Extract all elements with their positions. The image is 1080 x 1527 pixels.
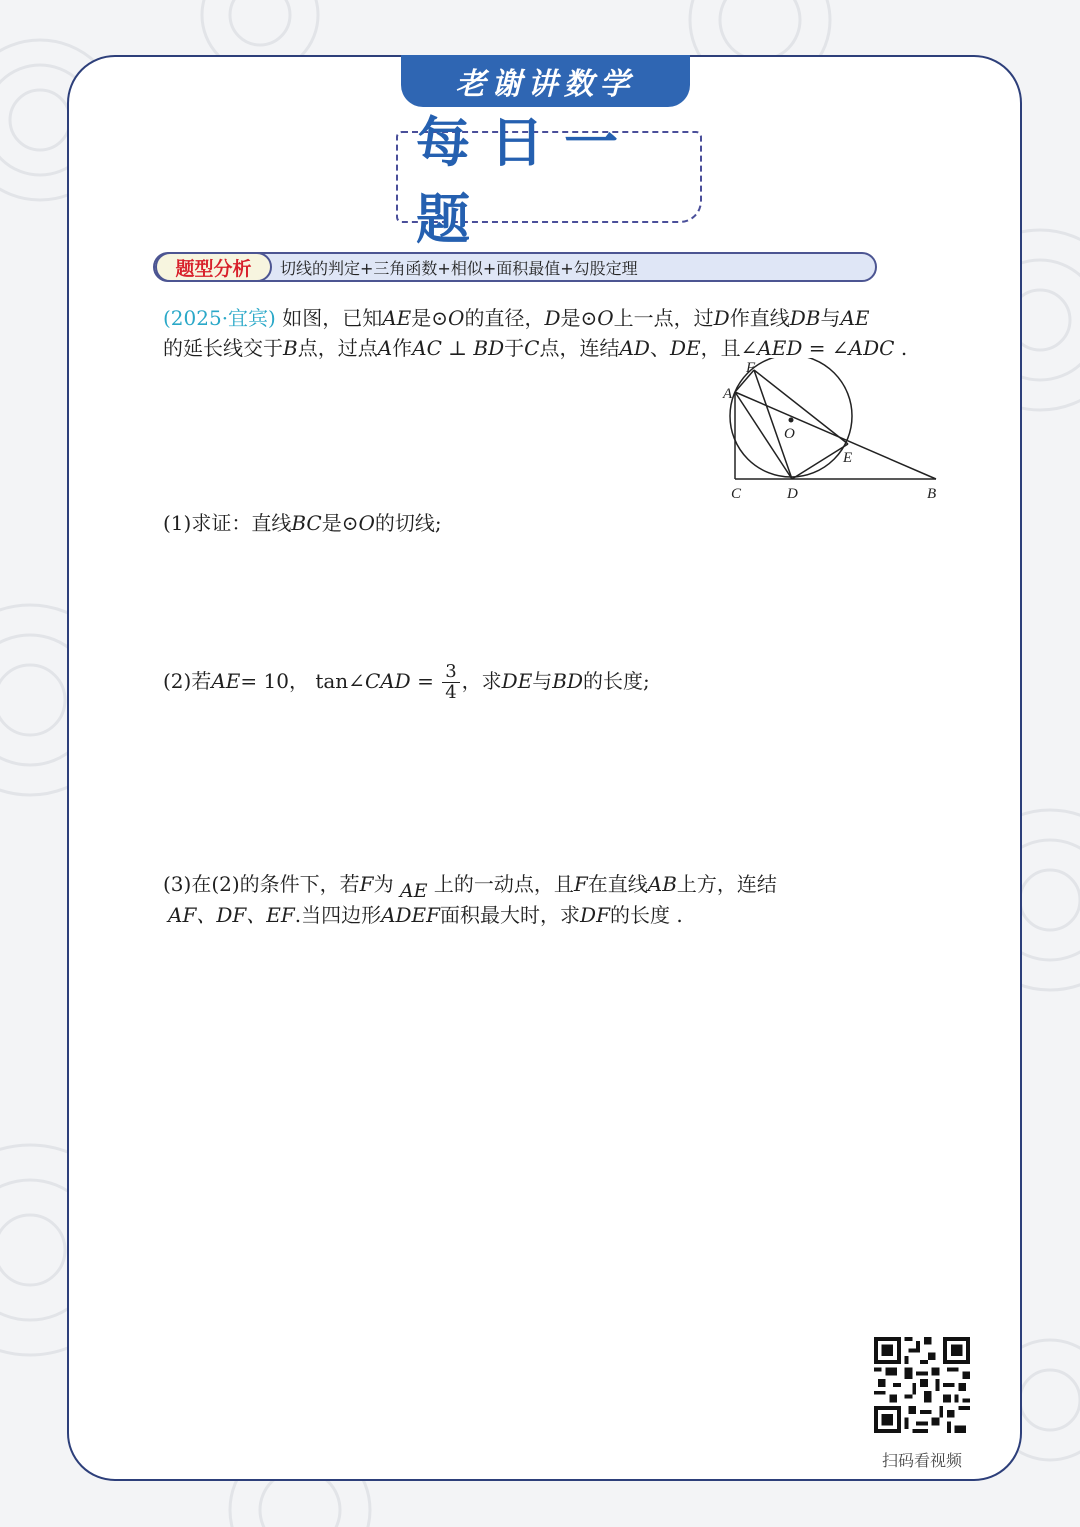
math-var: C [524,336,540,360]
math-var: A [377,336,393,360]
stem-text: 于 [504,336,525,360]
q-text: 的长度; [583,669,650,693]
stem-text: 点，过点 [297,336,378,360]
stem-text: 如图，已知 [282,306,383,330]
math-var: CAD [364,669,411,693]
brand-title: 老谢讲数学 [401,55,690,107]
stem-text: 、 [649,336,670,360]
q-text: 在直线 [587,872,648,896]
stem-text: 是⊙ [411,306,449,330]
q-text: ，求 [461,669,502,693]
math-var: DF [580,903,610,927]
math-expr: AC ⊥ BD [412,336,505,360]
math-var: AE [840,306,870,330]
label-a: A [723,386,733,402]
fraction-numerator: 3 [442,662,459,683]
math-var: O [448,306,465,330]
stem-text: . [894,336,908,360]
q-text: 面积最大时，求 [440,903,581,927]
type-analysis-tag: 题型分析 [155,252,272,282]
math-var: AE [382,306,412,330]
math-var: F [573,872,588,896]
fraction-denominator: 4 [445,682,457,703]
stem-text: 作直线 [729,306,790,330]
math-var: AB [647,872,677,896]
center-point-o [789,418,794,423]
math-var: ADEF [381,903,441,927]
math-var: F [359,872,374,896]
type-analysis-topics: 切线的判定+三角函数+相似+面积最值+勾股定理 [280,259,638,278]
stem-text: 是⊙ [560,306,598,330]
q-text: 上方，连结 [676,872,777,896]
daily-problem-banner [396,111,702,251]
q-text: (2)若 [163,669,212,693]
segment-df [754,370,792,479]
problem-source: (2025·宜宾) [163,306,276,330]
math-var: AF、DF、EF [168,903,295,927]
label-c: C [731,486,742,502]
math-var: DB [789,306,821,330]
label-f: F [746,360,756,376]
math-var: D [544,306,561,330]
fraction-three-quarters [442,662,459,703]
question-1 [163,507,442,536]
segment-de [792,444,848,479]
stem-text: 点，连结 [539,336,620,360]
math-var: BC [291,511,322,535]
problem-stem-line-2 [163,332,907,361]
math-var: DE [669,336,701,360]
q-text: (3)在(2)的条件下，若 [163,872,360,896]
question-3-line-1 [163,868,777,902]
geometry-figure [718,358,948,508]
question-2 [163,662,650,703]
q-text: tan∠ [315,669,365,693]
math-var: DE [501,669,533,693]
stem-text: ，且 [700,336,741,360]
q-text: = 10， [240,669,309,693]
q-text: .当四边形 [294,903,382,927]
arc-ae: AE [399,880,428,902]
stem-text: 的直径， [464,306,545,330]
math-var: AE [211,669,241,693]
label-d: D [787,486,798,502]
question-3-line-2 [168,899,683,928]
math-var: O [358,511,375,535]
q-text: 的长度 . [609,903,683,927]
qr-code[interactable] [874,1337,970,1433]
q-text: 是⊙ [321,511,359,535]
stem-text: 作 [392,336,413,360]
q-text: 为 [373,872,394,896]
math-var: O [597,306,614,330]
stem-text: 上一点，过 [613,306,714,330]
stem-text: 的延长线交于 [163,336,283,360]
label-e: E [843,450,853,466]
stem-text: 与 [820,306,841,330]
q-text: 上的一动点，且 [433,872,574,896]
qr-caption: 扫码看视频 [882,1451,963,1470]
math-var: D [713,306,730,330]
segment-ab [735,392,936,479]
math-var: B [283,336,298,360]
label-o: O [784,426,795,442]
q-text: (1)求证：直线 [163,511,292,535]
label-b: B [927,486,937,502]
math-var: AD [619,336,650,360]
q-text: 的切线; [374,511,442,535]
math-var: BD [552,669,584,693]
problem-stem-line-1 [163,302,870,331]
q-text: 与 [532,669,553,693]
daily-problem-title: 每日一题 [416,111,638,251]
q-text: = [410,669,434,693]
math-expr: ∠AED = ∠ADC [740,336,895,360]
